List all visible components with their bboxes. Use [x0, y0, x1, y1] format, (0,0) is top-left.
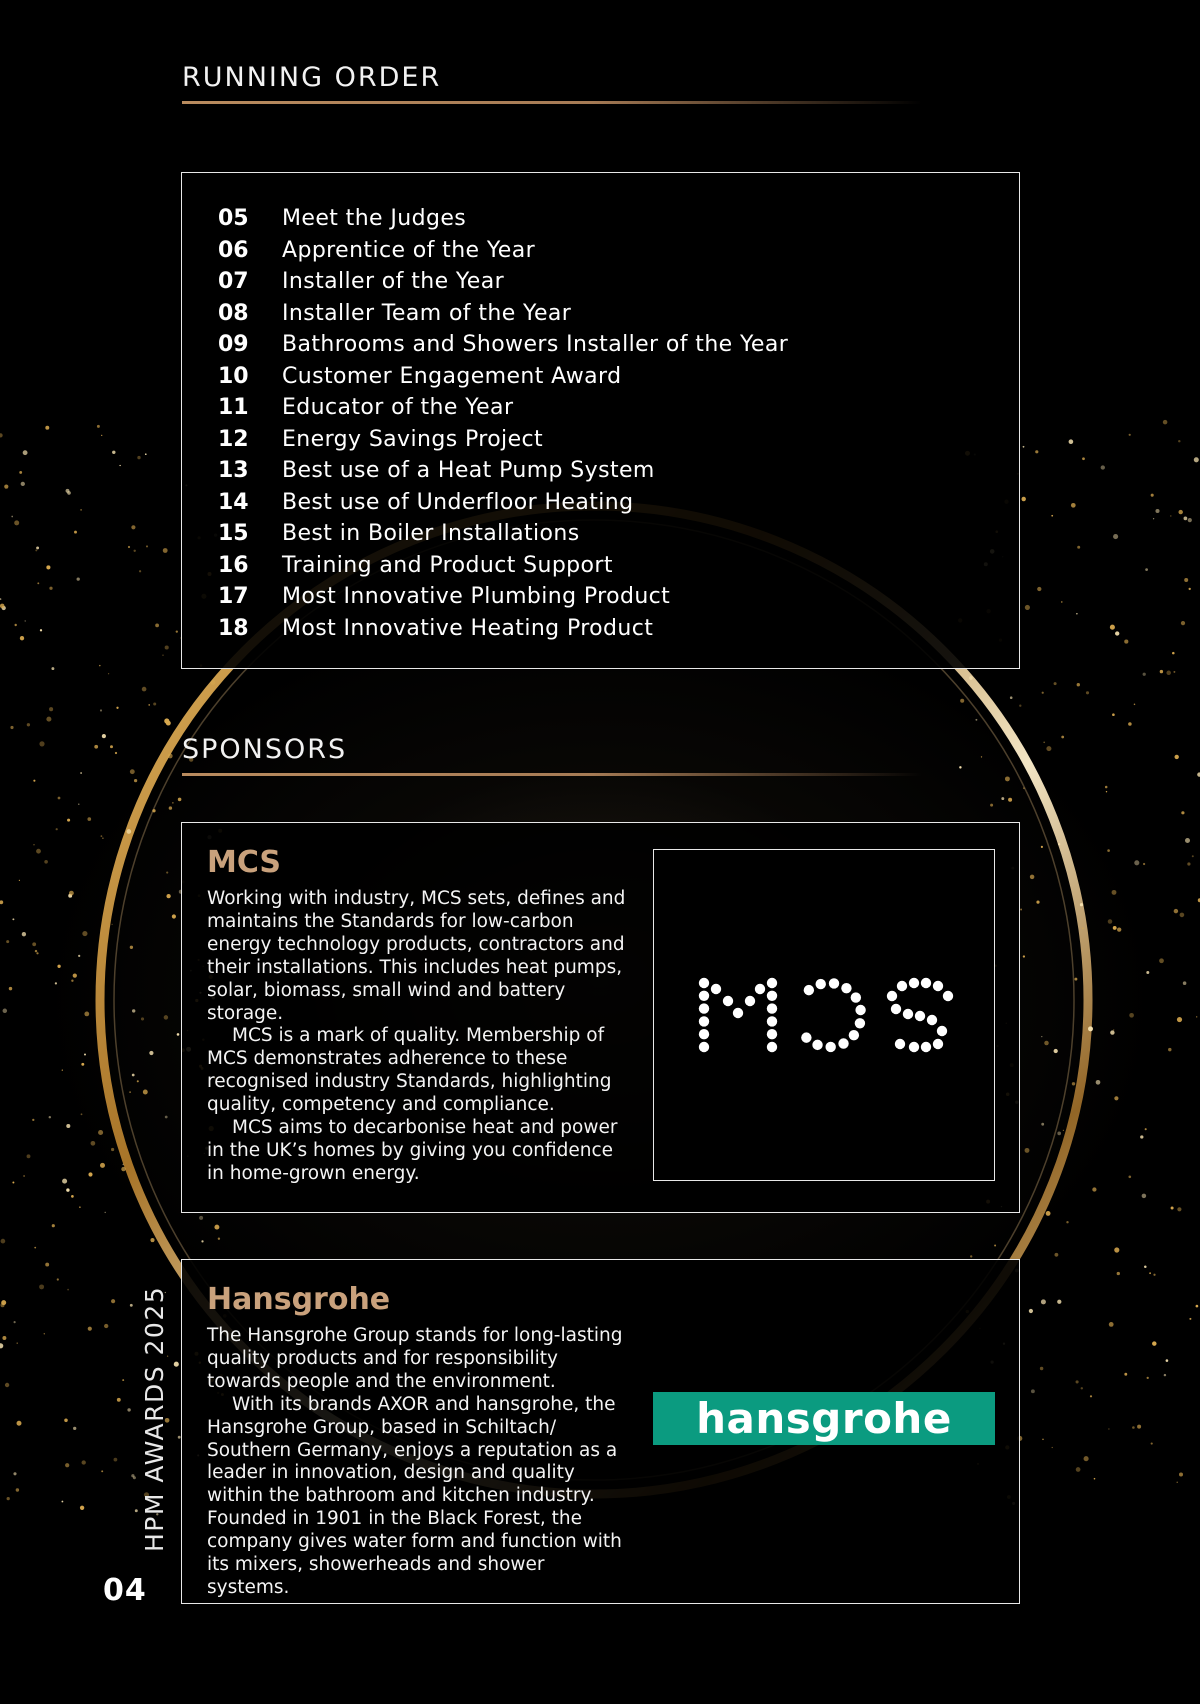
running-order-item [218, 550, 788, 582]
sponsor-name: Hansgrohe [207, 1282, 391, 1317]
running-order-award-title: Most Innovative Plumbing Product [282, 584, 671, 610]
running-order-award-title: Best in Boiler Installations [282, 521, 580, 547]
running-order-box [181, 172, 1020, 669]
running-order-page-number: 09 [218, 332, 249, 358]
running-order-award-title: Best use of Underfloor Heating [282, 489, 634, 515]
sponsors-title: SPONSORS [182, 734, 348, 765]
running-order-item [218, 613, 788, 645]
running-order-item [218, 329, 788, 361]
sponsor-name: MCS [207, 845, 282, 880]
running-order-award-title: Bathrooms and Showers Installer of the Year [282, 332, 789, 358]
sponsor-description [207, 888, 627, 1186]
running-order-list [218, 203, 788, 644]
running-order-page-number: 18 [218, 615, 249, 641]
sponsor-paragraph: The Hansgrohe Group stands for long-lasting quality products and for responsibility towards people and the environment. [207, 1325, 623, 1392]
running-order-award-title: Educator of the Year [282, 395, 514, 421]
sponsor-description [207, 1325, 627, 1600]
running-order-page-number: 16 [218, 552, 249, 578]
sponsors-rule [182, 773, 922, 776]
hansgrohe-logo: hansgrohe [653, 1392, 995, 1445]
running-order-page-number: 17 [218, 584, 249, 610]
running-order-award-title: Installer of the Year [282, 269, 505, 295]
running-order-page-number: 05 [218, 206, 249, 232]
mcs-logo [654, 850, 994, 1180]
running-order-page-number: 15 [218, 521, 249, 547]
running-order-page-number: 11 [218, 395, 249, 421]
running-order-page-number: 12 [218, 426, 249, 452]
running-order-item [218, 361, 788, 393]
running-order-page-number: 10 [218, 363, 249, 389]
running-order-award-title: Customer Engagement Award [282, 363, 622, 389]
running-order-rule [182, 101, 922, 104]
sponsor-card-mcs [181, 822, 1020, 1213]
running-order-page-number: 06 [218, 237, 249, 263]
sponsor-paragraph: MCS aims to decarbonise heat and power in the UK’s homes by giving you confidence in home-grown energy. [207, 1117, 618, 1184]
publication-label: HPM AWARDS 2025 [140, 1285, 169, 1552]
running-order-award-title: Training and Product Support [282, 552, 613, 578]
running-order-page-number: 07 [218, 269, 249, 295]
running-order-item [218, 392, 788, 424]
mcs-logo-frame [653, 849, 995, 1181]
sponsor-card-hansgrohe [181, 1259, 1020, 1604]
running-order-item [218, 266, 788, 298]
running-order-item [218, 298, 788, 330]
running-order-item [218, 487, 788, 519]
running-order-page-number: 08 [218, 300, 249, 326]
running-order-item [218, 203, 788, 235]
running-order-award-title: Most Innovative Heating Product [282, 615, 654, 641]
running-order-page-number: 13 [218, 458, 249, 484]
running-order-award-title: Meet the Judges [282, 206, 467, 232]
running-order-award-title: Best use of a Heat Pump System [282, 458, 655, 484]
running-order-item [218, 518, 788, 550]
running-order-item [218, 235, 788, 267]
sponsor-paragraph: Working with industry, MCS sets, defines and maintains the Standards for low-carbon energy technology products, contractors and their installations. This includes heat pumps, solar, biomass, small wind and battery storage. [207, 888, 626, 1024]
running-order-award-title: Apprentice of the Year [282, 237, 536, 263]
sponsor-paragraph: MCS is a mark of quality. Membership of MCS demonstrates adherence to these recognised industry Standards, highlighting quality, competency and compliance. [207, 1025, 612, 1116]
running-order-item [218, 424, 788, 456]
running-order-award-title: Installer Team of the Year [282, 300, 572, 326]
sponsor-paragraph: With its brands AXOR and hansgrohe, the Hansgrohe Group, based in Schiltach/ Southern Germany, enjoys a reputation as a leader in innovation, design and quality within the bathroom and kitchen industry. Founded in 1901 in the Black Forest, the company gives water form and function with its mixers, showerheads and shower systems. [207, 1393, 622, 1598]
running-order-title: RUNNING ORDER [182, 62, 442, 93]
running-order-item [218, 581, 788, 613]
running-order-award-title: Energy Savings Project [282, 426, 544, 452]
running-order-item [218, 455, 788, 487]
running-order-page-number: 14 [218, 489, 249, 515]
page-number: 04 [103, 1573, 147, 1608]
